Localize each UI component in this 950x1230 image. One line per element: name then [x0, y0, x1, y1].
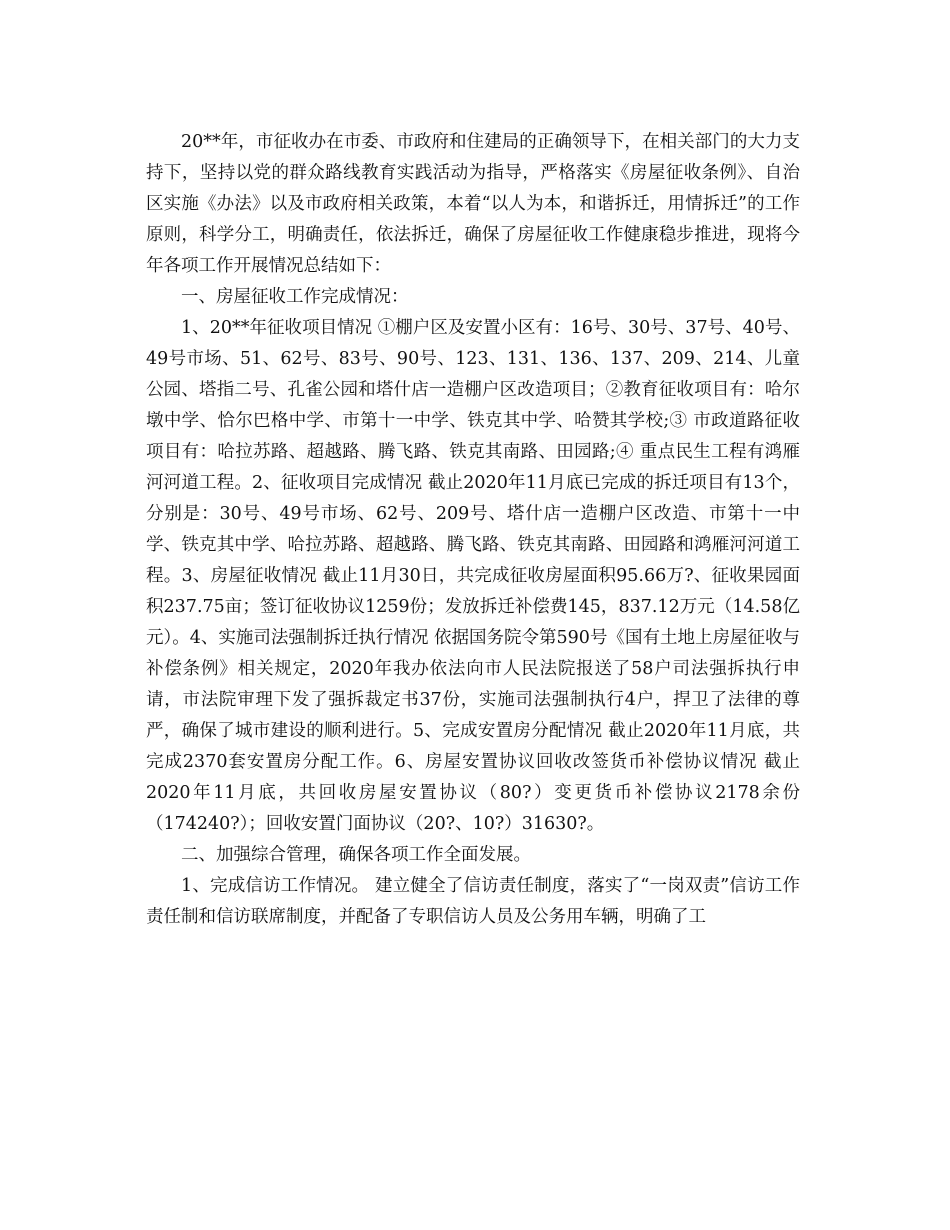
- petition-work-paragraph: 1、完成信访工作情况。 建立健全了信访责任制度，落实了“一岗双责”信访工作责任制和信访联席制度，并配备了专职信访人员及公务用车辆，明确了工: [146, 876, 800, 927]
- intro-paragraph: 20**年，市征收办在市委、市政府和住建局的正确领导下，在相关部门的大力支持下，坚持以党的群众路线教育实践活动为指导，严格落实《房屋征收条例》、自治区实施《办法》以及市政府相关政策，本着“以人为本，和谐拆迁，用情拆迁”的工作原则，科学分工，明确责任，依法拆迁，确保了房屋征收工作健康稳步推进，现将今年各项工作开展情况总结如下：: [146, 132, 800, 276]
- section-heading-2: 二、加强综合管理，确保各项工作全面发展。: [181, 845, 531, 865]
- section-heading-1: 一、房屋征收工作完成情况：: [181, 287, 409, 307]
- section-1-body-paragraph: 1、20**年征收项目情况 ①棚户区及安置小区有：16号、30号、37号、40号、49号市场、51、62号、83号、90号、123、131、136、137、209、214、儿童公园、塔指二号、孔雀公园和塔什店一造棚户区改造项目；②教育征收项目有：哈尔墩中学、恰尔巴格中学、市第十一中学、铁克其中学、哈赞其学校;③ 市政道路征收项目有：哈拉苏路、超越路、腾飞路、铁克其南路、田园路;④ 重点民生工程有鸿雁河河道工程。2、征收项目完成情况 截止2020年11月底已完成的拆迁项目有13个，分别是：30号、49号市场、62号、209号、塔什店一造棚户区改造、市第十一中学、铁克其中学、哈拉苏路、超越路、腾飞路、铁克其南路、田园路和鸿雁河河道工程。3、房屋征收情况 截止11月30日，共完成征收房屋面积95.66万?、征收果园面积237.75亩；签订征收协议1259份；发放拆迁补偿费145，837.12万元（14.58亿元）。4、实施司法强制拆迁执行情况 依据国务院令第590号《国有土地上房屋征收与补偿条例》相关规定，2020年我办依法向市人民法院报送了58户司法强拆执行申请，市法院审理下发了强拆裁定书37份，实施司法强制执行4户，捍卫了法律的尊严，确保了城市建设的顺利进行。5、完成安置房分配情况 截止2020年11月底，共完成2370套安置房分配工作。6、房屋安置协议回收改签货币补偿协议情况 截止2020年11月底，共回收房屋安置协议（80?）变更货币补偿协议2178余份（174240?）；回收安置门面协议（20?、10?）31630?。: [146, 318, 800, 834]
